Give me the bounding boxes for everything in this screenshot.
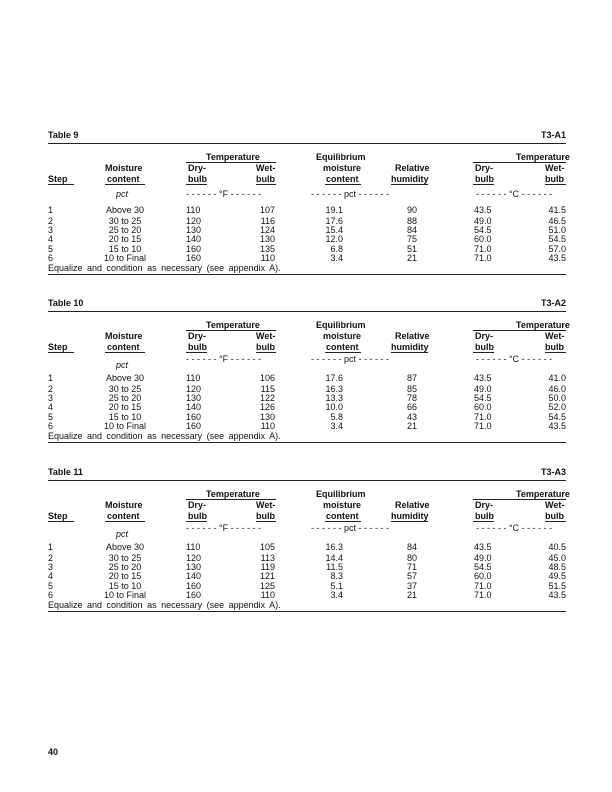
dry-bulb-c-header-line1: Dry- [475,331,494,341]
data-table [48,467,570,637]
table-code: T3-A3 [540,467,566,477]
cell-wet-bulb-f: 113 [260,553,275,563]
rh-underline [391,184,428,185]
cell-step: 6 [48,590,54,600]
cell-relative-humidity: 85 [406,384,417,394]
temperature-header-c: Temperature [516,489,570,499]
cell-emc: 14.4 [325,553,343,563]
cell-moisture-content: Above 30 [105,542,145,552]
cell-wet-bulb-c: 48.5 [548,562,566,572]
cell-emc: 12.0 [325,234,343,244]
cell-dry-bulb-f: 120 [186,553,202,563]
dry-bulb-c-header-line2: bulb [475,511,494,521]
cell-relative-humidity: 90 [406,205,417,215]
cell-relative-humidity: 37 [406,581,417,591]
cell-dry-bulb-f: 130 [186,225,202,235]
cell-emc: 10.0 [325,402,343,412]
rh-header-line2: humidity [391,511,429,521]
cell-dry-bulb-c: 54.5 [474,225,492,235]
cell-relative-humidity: 43 [406,412,417,422]
cell-dry-bulb-c: 49.0 [474,384,492,394]
temperature-header-c: Temperature [516,320,570,330]
cell-emc: 5.8 [330,412,343,422]
cell-dry-bulb-c: 49.0 [474,216,492,226]
wet-bulb-f-underline [256,184,276,185]
dry-bulb-c-header-line1: Dry- [475,163,494,173]
emc-header-line3: content [326,174,359,184]
cell-step: 5 [48,581,54,591]
cell-wet-bulb-f: 121 [259,571,275,581]
table-name: Table 11 [48,467,83,477]
cell-dry-bulb-f: 130 [186,562,202,572]
unit-celsius: - - - - - - °C - - - - - - [476,354,553,364]
cell-wet-bulb-f: 126 [259,402,275,412]
top-rule [48,311,566,312]
rh-header-line1: Relative [395,163,430,173]
cell-dry-bulb-f: 160 [186,590,202,600]
cell-wet-bulb-c: 40.5 [548,542,566,552]
rh-underline [391,352,428,353]
rh-underline [391,521,428,522]
moisture-header-line1: Moisture [105,500,143,510]
cell-wet-bulb-f: 125 [259,581,275,591]
cell-emc: 3.4 [330,253,343,263]
wet-bulb-f-header-line2: bulb [256,342,275,352]
moisture-header-line2: content [107,174,140,184]
cell-wet-bulb-c: 43.5 [548,253,566,263]
cell-moisture-content: 10 to Final [103,421,147,431]
cell-wet-bulb-c: 41.5 [548,205,566,215]
step-underline [48,184,74,185]
emc-header-line2: moisture [323,163,362,173]
wet-bulb-c-header-line1: Wet- [545,331,565,341]
moisture-underline [105,521,145,522]
cell-dry-bulb-f: 120 [186,384,202,394]
cell-wet-bulb-f: 110 [260,421,275,431]
cell-moisture-content: 25 to 20 [108,393,142,403]
wet-bulb-f-header-line1: Wet- [256,163,276,173]
cell-step: 3 [48,225,54,235]
cell-relative-humidity: 21 [406,253,417,263]
table-note: Equalize and condition as necessary (see appendix A). [48,600,281,610]
cell-dry-bulb-f: 140 [186,402,202,412]
cell-moisture-content: 15 to 10 [108,412,142,422]
dry-bulb-c-header-line2: bulb [475,342,494,352]
cell-wet-bulb-c: 49.5 [548,571,566,581]
emc-underline [325,521,361,522]
table-code: T3-A1 [540,130,566,140]
cell-wet-bulb-f: 115 [260,384,275,394]
cell-dry-bulb-c: 43.5 [474,542,492,552]
step-header: Step [48,342,68,352]
cell-dry-bulb-f: 160 [186,244,202,254]
cell-relative-humidity: 80 [406,553,417,563]
table-note: Equalize and condition as necessary (see appendix A). [48,263,281,273]
cell-relative-humidity: 21 [406,590,417,600]
wet-bulb-f-header-line2: bulb [256,174,275,184]
unit-celsius: - - - - - - °C - - - - - - [476,523,553,533]
cell-relative-humidity: 84 [406,225,417,235]
cell-emc: 17.6 [325,373,343,383]
bottom-rule [48,274,566,275]
unit-fahrenheit: - - - - - - °F - - - - - - [186,189,262,199]
dry-bulb-f-underline [186,352,207,353]
table-note: Equalize and condition as necessary (see appendix A). [48,431,281,441]
cell-dry-bulb-c: 71.0 [474,590,492,600]
cell-wet-bulb-c: 54.5 [548,412,566,422]
cell-dry-bulb-f: 160 [186,581,202,591]
unit-pct-range: - - - - - - pct - - - - - - [311,354,389,364]
wet-bulb-c-header-line2: bulb [545,174,564,184]
step-header: Step [48,174,68,184]
cell-step: 3 [48,393,54,403]
cell-emc: 13.3 [325,393,343,403]
cell-relative-humidity: 21 [406,421,417,431]
emc-underline [325,352,361,353]
cell-wet-bulb-f: 135 [259,244,275,254]
cell-step: 1 [48,373,54,383]
temperature-header-f: Temperature [206,152,260,162]
cell-wet-bulb-c: 54.5 [548,234,566,244]
wet-bulb-c-header-line2: bulb [545,342,564,352]
cell-dry-bulb-c: 54.5 [474,562,492,572]
rh-header-line1: Relative [395,500,430,510]
cell-moisture-content: 30 to 25 [108,384,142,394]
cell-wet-bulb-f: 122 [259,393,275,403]
cell-wet-bulb-c: 57.0 [548,244,566,254]
unit-celsius: - - - - - - °C - - - - - - [476,189,553,199]
wet-bulb-c-header-line1: Wet- [545,163,565,173]
moisture-header-line2: content [107,511,140,521]
cell-wet-bulb-f: 105 [259,542,275,552]
dry-bulb-f-underline [186,521,207,522]
cell-dry-bulb-f: 160 [186,253,202,263]
cell-wet-bulb-f: 107 [259,205,275,215]
cell-step: 5 [48,412,54,422]
dry-bulb-f-underline [186,184,207,185]
cell-dry-bulb-c: 71.0 [474,412,492,422]
moisture-header-line2: content [107,342,140,352]
dry-bulb-f-header-line2: bulb [188,342,207,352]
dry-bulb-f-header-line1: Dry- [188,500,207,510]
rh-header-line2: humidity [391,174,429,184]
dry-bulb-f-header-line1: Dry- [188,163,207,173]
cell-dry-bulb-f: 110 [186,205,201,215]
table-name: Table 9 [48,130,79,140]
emc-header-line2: moisture [323,331,362,341]
cell-dry-bulb-c: 49.0 [474,553,492,563]
cell-dry-bulb-c: 60.0 [474,402,492,412]
cell-emc: 15.4 [325,225,343,235]
top-rule [48,480,566,481]
page-number: 40 [48,747,59,757]
unit-pct: pct [116,360,129,370]
dry-bulb-c-underline [473,352,494,353]
unit-pct: pct [116,529,129,539]
cell-relative-humidity: 84 [406,542,417,552]
cell-wet-bulb-f: 116 [260,216,275,226]
cell-relative-humidity: 57 [406,571,417,581]
cell-emc: 8.3 [330,571,343,581]
moisture-header-line1: Moisture [105,163,143,173]
wet-bulb-c-underline [545,184,566,185]
cell-dry-bulb-c: 71.0 [474,244,492,254]
cell-moisture-content: 25 to 20 [108,562,142,572]
emc-header-line1: Equilibrium [316,489,366,499]
cell-wet-bulb-c: 51.0 [548,225,566,235]
wet-bulb-f-underline [256,352,276,353]
cell-wet-bulb-c: 52.0 [548,402,566,412]
dry-bulb-c-underline [473,184,494,185]
cell-dry-bulb-c: 71.0 [474,253,492,263]
cell-step: 2 [48,553,54,563]
cell-step: 2 [48,216,54,226]
cell-moisture-content: 20 to 15 [108,402,142,412]
cell-moisture-content: 10 to Final [103,590,147,600]
cell-dry-bulb-f: 110 [186,542,201,552]
wet-bulb-f-header-line1: Wet- [256,331,276,341]
cell-relative-humidity: 75 [406,234,417,244]
cell-step: 6 [48,253,54,263]
cell-wet-bulb-f: 110 [260,590,275,600]
data-table [48,130,570,300]
cell-emc: 16.3 [325,384,343,394]
cell-dry-bulb-c: 71.0 [474,421,492,431]
top-rule [48,143,566,144]
cell-dry-bulb-c: 71.0 [474,581,492,591]
cell-moisture-content: 30 to 25 [108,216,142,226]
step-underline [48,521,74,522]
table-code: T3-A2 [540,298,566,308]
cell-emc: 11.5 [326,562,343,572]
moisture-underline [105,184,145,185]
moisture-header-line1: Moisture [105,331,143,341]
cell-moisture-content: Above 30 [105,373,145,383]
moisture-underline [105,352,145,353]
cell-step: 1 [48,542,54,552]
cell-wet-bulb-c: 46.0 [548,384,566,394]
cell-wet-bulb-c: 43.5 [548,421,566,431]
wet-bulb-c-header-line2: bulb [545,511,564,521]
cell-emc: 3.4 [330,590,343,600]
cell-step: 3 [48,562,54,572]
dry-bulb-c-header-line1: Dry- [475,500,494,510]
emc-header-line1: Equilibrium [316,152,366,162]
emc-underline [325,184,361,185]
cell-dry-bulb-f: 140 [186,571,202,581]
emc-header-line3: content [326,342,359,352]
unit-fahrenheit: - - - - - - °F - - - - - - [186,523,262,533]
cell-moisture-content: 30 to 25 [108,553,142,563]
emc-header-line2: moisture [323,500,362,510]
cell-dry-bulb-f: 160 [186,421,202,431]
cell-emc: 16.3 [325,542,343,552]
rh-header-line2: humidity [391,342,429,352]
cell-relative-humidity: 87 [406,373,417,383]
cell-wet-bulb-c: 43.5 [548,590,566,600]
temperature-header-f: Temperature [206,489,260,499]
cell-emc: 19.1 [325,205,343,215]
cell-wet-bulb-f: 130 [259,412,275,422]
cell-dry-bulb-c: 43.5 [474,373,492,383]
cell-relative-humidity: 71 [406,562,417,572]
cell-dry-bulb-c: 54.5 [474,393,492,403]
cell-wet-bulb-f: 106 [259,373,275,383]
unit-pct: pct [116,189,129,199]
step-underline [48,352,74,353]
step-header: Step [48,511,68,521]
cell-relative-humidity: 66 [406,402,417,412]
cell-wet-bulb-f: 130 [259,234,275,244]
table-title-row [48,298,566,310]
cell-step: 5 [48,244,54,254]
dry-bulb-f-header-line2: bulb [188,511,207,521]
unit-pct-range: - - - - - - pct - - - - - - [311,523,389,533]
bottom-rule [48,442,566,443]
cell-moisture-content: 20 to 15 [108,571,142,581]
cell-moisture-content: Above 30 [105,205,145,215]
wet-bulb-c-underline [545,352,566,353]
cell-step: 4 [48,571,54,581]
wet-bulb-c-underline [545,521,566,522]
cell-moisture-content: 10 to Final [103,253,147,263]
cell-dry-bulb-c: 60.0 [474,571,492,581]
wet-bulb-c-header-line1: Wet- [545,500,565,510]
table-title-row [48,467,566,479]
dry-bulb-f-header-line2: bulb [188,174,207,184]
dry-bulb-c-header-line2: bulb [475,174,494,184]
cell-wet-bulb-f: 124 [259,225,275,235]
cell-relative-humidity: 88 [406,216,417,226]
cell-emc: 5.1 [330,581,343,591]
cell-step: 6 [48,421,54,431]
unit-pct-range: - - - - - - pct - - - - - - [311,189,389,199]
cell-step: 1 [48,205,54,215]
cell-relative-humidity: 51 [406,244,417,254]
temperature-header-f: Temperature [206,320,260,330]
cell-wet-bulb-f: 110 [260,253,275,263]
dry-bulb-c-underline [473,521,494,522]
cell-dry-bulb-c: 60.0 [474,234,492,244]
cell-relative-humidity: 78 [406,393,417,403]
cell-wet-bulb-c: 41.0 [548,373,566,383]
cell-emc: 6.8 [330,244,343,254]
wet-bulb-f-underline [256,521,276,522]
emc-header-line1: Equilibrium [316,320,366,330]
wet-bulb-f-header-line2: bulb [256,511,275,521]
rh-header-line1: Relative [395,331,430,341]
unit-fahrenheit: - - - - - - °F - - - - - - [186,354,262,364]
cell-wet-bulb-c: 50.0 [548,393,566,403]
table-name: Table 10 [48,298,84,308]
cell-emc: 3.4 [330,421,343,431]
cell-dry-bulb-f: 130 [186,393,202,403]
cell-moisture-content: 20 to 15 [108,234,142,244]
bottom-rule [48,611,566,612]
cell-wet-bulb-c: 45.0 [548,553,566,563]
temperature-header-c: Temperature [516,152,570,162]
cell-dry-bulb-f: 110 [186,373,201,383]
cell-dry-bulb-f: 120 [186,216,202,226]
cell-dry-bulb-f: 160 [186,412,202,422]
cell-wet-bulb-f: 119 [260,562,275,572]
emc-header-line3: content [326,511,359,521]
wet-bulb-f-header-line1: Wet- [256,500,276,510]
cell-dry-bulb-f: 140 [186,234,202,244]
cell-step: 4 [48,234,54,244]
data-table [48,298,570,468]
cell-wet-bulb-c: 51.5 [548,581,566,591]
cell-moisture-content: 15 to 10 [108,244,142,254]
cell-moisture-content: 15 to 10 [108,581,142,591]
cell-emc: 17.6 [325,216,343,226]
cell-step: 2 [48,384,54,394]
cell-wet-bulb-c: 46.5 [548,216,566,226]
cell-dry-bulb-c: 43.5 [474,205,492,215]
table-title-row [48,130,566,142]
cell-step: 4 [48,402,54,412]
dry-bulb-f-header-line1: Dry- [188,331,207,341]
cell-moisture-content: 25 to 20 [108,225,142,235]
